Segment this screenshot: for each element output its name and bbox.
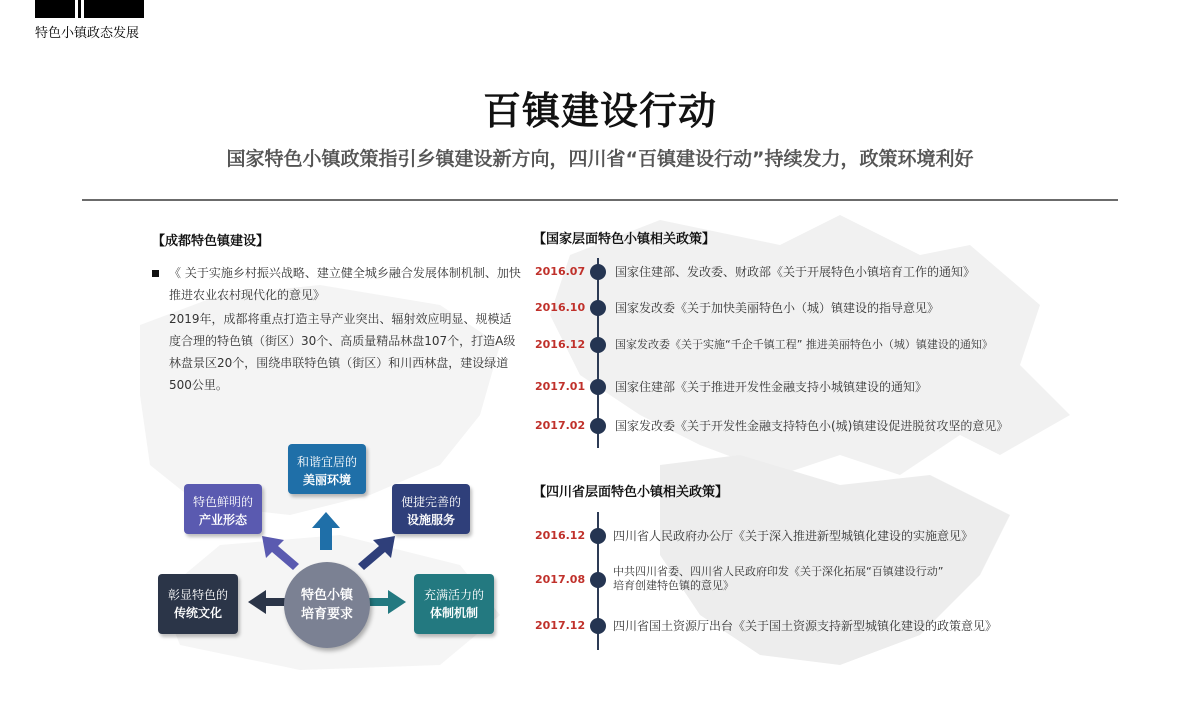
box-industry-form: 特色鲜明的 产业形态 — [184, 484, 262, 534]
center-cultivation-circle: 特色小镇 培育要求 — [284, 562, 370, 648]
arrow-up-right-icon — [358, 536, 395, 570]
box-institutional-mechanism: 充满活力的 体制机制 — [414, 574, 494, 634]
timeline-dot-icon — [590, 528, 606, 544]
timeline-dot-icon — [590, 418, 606, 434]
divider-line — [82, 199, 1118, 201]
chengdu-heading: 【成都特色镇建设】 — [152, 234, 270, 249]
timeline-dot-icon — [590, 572, 606, 588]
chengdu-policy-body: 2019年，成都将重点打造主导产业突出、辐射效应明显、规模适度合理的特色镇（街区）30个、高质量精品林盘107个，打造A级林盘景区20个，围绕串联特色镇（街区）和川西林盘，建设绿道500公里。 — [169, 312, 516, 392]
arrow-left-icon — [248, 590, 286, 614]
timeline-dot-icon — [590, 618, 606, 634]
page-subtitle: 国家特色小镇政策指引乡镇建设新方向，四川省“百镇建设行动”持续发力，政策环境利好 — [226, 148, 974, 170]
cultivation-diagram — [150, 440, 510, 650]
box-traditional-culture: 彰显特色的 传统文化 — [158, 574, 238, 634]
timeline-dot-icon — [590, 300, 606, 316]
timeline-dot-icon — [590, 379, 606, 395]
logo-mark — [35, 0, 144, 18]
timeline-dot-icon — [590, 337, 606, 353]
brand-label: 特色小镇政态发展 — [35, 26, 140, 41]
box-facility-service: 便捷完善的 设施服务 — [392, 484, 470, 534]
sichuan-heading: 【四川省层面特色小镇相关政策】 — [533, 485, 729, 500]
arrow-up-left-icon — [262, 536, 299, 570]
arrow-right-icon — [368, 590, 406, 614]
arrow-up-icon — [312, 512, 340, 550]
bullet-square-icon — [152, 270, 159, 277]
page-title: 百镇建设行动 — [482, 89, 717, 133]
national-timeline: 2016.07 国家住建部、发改委、财政部《关于开展特色小镇培育工作的通知》 2016.10 国家发改委《关于加快美丽特色小（城）镇建设的指导意见》 2016.12 国家发改委《关于实施“千企千镇工程” 推进美丽特色小（城）镇建设的通知》 2017.01 国家住建部《关于推进开发性金融支持小城镇建设的通知》 2017.02 国家发改委《关于开发性金融支持特色小(城)镇建设促进脱贫攻坚的意见》 — [535, 258, 1095, 458]
chengdu-bullet — [152, 262, 522, 396]
box-beautiful-environment: 和谐宜居的 美丽环境 — [288, 444, 366, 494]
sichuan-timeline: 2016.12 四川省人民政府办公厅《关于深入推进新型城镇化建设的实施意见》 2017.08 中共四川省委、四川省人民政府印发《关于深化拓展“百镇建设行动” 培育创建特色镇的意见》 2017.12 四川省国土资源厅出台《关于国土资源支持新型城镇化建设的政策意见》 — [535, 512, 1095, 652]
chengdu-policy-title: 《 关于实施乡村振兴战略、建立健全城乡融合发展体制机制、加快推进农业农村现代化的意见》 — [169, 266, 521, 302]
timeline-dot-icon — [590, 264, 606, 280]
national-heading: 【国家层面特色小镇相关政策】 — [533, 232, 716, 247]
